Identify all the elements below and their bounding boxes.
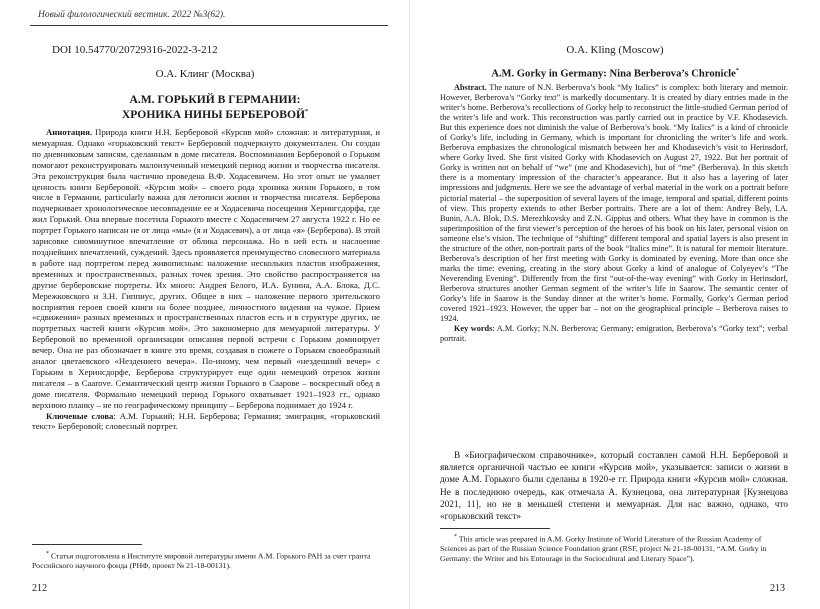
footnote-mark: *	[46, 551, 49, 557]
annotation-text: Природа книги Н.Н. Берберовой «Курсив мой» сложная: и литературная, и мемуарная. Однако «горьковский текст» Берберовой подчеркнуто документален. Он создан по дневниковым записям, сделанным в доме писателя. Воспоминания Берберовой о Горьком помогают реконструировать малоизученный немецкий период жизни и творчества писателя. Эта реконструкция была частично проведена В.Ф. Ходасевичем. Но этот опыт не умаляет ценность книги Берберовой. «Курсив мой» – своего рода хроника жизни Горького, в том числе в Германии, particularly важна для летописи жизни и творчества писателя. Берберова подчеркивает хронологическое несовпадение ее и Ходасевича посещения Херингсдорфа, где жил Горький. Она впервые посетила Горького вместе с Ходасевичем 27 августа 1922 г. Но ее портрет Горького написан не от лица «мы» (я и Ходасевич), а от лица «я» (Берберова). В этой зарисовке сиюминутное впечатление от облика персонажа. Но в ней есть и наслоение позднейших впечатлений, суждений. Здесь проявляется преимущество словесного материала в работе над портретом перед живописным: наложение нескольких пластов изображения, временных и пространственных, разных точек зрения. Это свойство распространяется на другие берберовские портреты. Их много: Андрея Белого, И.А. Бунина, А.А. Блока, Д.С. Мережковского и З.Н. Гиппиус, других. Общее в них – наложение первого зрительского восприятия героев своей книги на более позднее, личностного видения на чужое. Прием «сдвижения» разных временных и пространственных пластов есть и в структуре других, не портретных частей книги «Курсив мой». Это закономерно для мемуарной литературы. У Берберовой во временной организации описания первой встречи с Горьким доминирует вечер. Она не раз обозначает в книге это время, создавая в сюжете о Горьком своеобразный аналог цветаевского «Незденнего вечера». По-иному, чем первый «нездешний вечер» с Горьким в Херинсдорфе, Берберова структурирует еще один немецкий отрезок жизни писателя – в Сааrove. Семантический центр жизни Горького в Саарове – воскресный обед в доме писателя. Формально немецкий период Горького охватывает 1921–1923 гг., однако верхнюю планку – не по географическому принципу – Берберова поднимает до 1924 г.	[32, 127, 380, 410]
page-number-left: 212	[32, 583, 47, 594]
keywords-text: : А.М. Горький; Н.Н. Берберова; Германия; эмиграция, «горьковский текст» Берберовой; словесный портрет.	[32, 410, 380, 432]
keywords-en-paragraph	[440, 324, 788, 344]
main-text-paragraph: В «Биографическом справочнике», который составлен самой Н.Н. Берберовой и является органичной частью ее книги «Курсив мой», указывается: записи о жизни в доме А.М. Горького были сделаны в 1920-е гг. Природа книги «Курсив мой» сложная. Не в последнюю очередь, как отмечала А. Кузнецова, она литературная [Кузнецова 2021, 11], но не в меньшей степени и мемуарная. Для нас важно, однако, что «горьковский текст»	[440, 451, 788, 523]
header-rule	[30, 25, 388, 26]
keywords-en-text: : A.M. Gorky; N.N. Berberova; Germany; emigration, Berberova’s “Gorky text”; verbal portrait.	[440, 324, 789, 344]
annotation-block	[32, 127, 380, 432]
title-line-2-text: ХРОНИКА НИНЫ БЕРБЕРОВОЙ	[121, 107, 306, 121]
keywords-paragraph	[32, 411, 380, 433]
footnote-text: Статья подготовлена в Институте мировой литературы имени А.М. Горького РАН за счет гранта Российского научного фонда (РНФ, проект № 21-18-00131).	[32, 551, 371, 570]
footnote-en-mark: *	[454, 534, 457, 540]
article-title-ru	[60, 93, 370, 121]
page-number-right: 213	[770, 583, 785, 594]
footnote-ru	[32, 550, 380, 570]
title-footnote-mark: *	[305, 109, 309, 115]
title-line-1: А.М. ГОРЬКИЙ В ГЕРМАНИИ:	[129, 93, 301, 106]
right-page	[410, 0, 820, 609]
footnote-en-text: This article was prepared in A.M. Gorky Institute of World Literature of the Russian Academy of Sciences as part of the Russian Science Foundation grant (RSF, project № 21-18-00131, “A.M. Gorky in Germany: the Writer and his Entourage in the Sociocultural and Literary Space”).	[440, 534, 767, 564]
footnote-en	[440, 533, 788, 564]
doi: DOI 10.54770/20729316-2022-3-212	[52, 44, 218, 56]
annotation-label: Аннотация.	[46, 127, 93, 137]
keywords-label: Ключевые слова	[46, 410, 114, 421]
abstract-block	[440, 83, 788, 344]
keywords-en-label: Key words	[454, 324, 493, 334]
footnote-rule	[32, 544, 142, 545]
running-header: Новый филологический вестник. 2022 №3(62).	[38, 10, 226, 20]
author-en: O.A. Kling (Moscow)	[566, 44, 664, 56]
title-en-footnote-mark: *	[735, 68, 739, 74]
abstract-text: The nature of N.N. Berberova’s book “My Italics” is complex: both literary and memoir. However, Berberova’s “Gorky text” is markedly documentary. It is created by diary entries made in the writer’s home. Berberova’s recollections of Gorky help to reconstruct the little-studied German period of the writer’s life and work. This reconstruction was partly carried out in practice by V.F. Khodasevich. But this experience does not diminish the value of Berberova’s book. “My Italics” is a kind of chronicle of Gorky’s life, including in Germany, which is important for chronicling the writer’s life and work. Berberova emphasizes the chronological mismatch between her and Khodasevich’s visit to Herinsdorf, where Gorky lived. She first visited Gorky with Khodasevich on August 27, 1922. But her portrait of Gorky is written not on behalf of “we” (me and Khodasevich), but of “me” (Berberova). In this sketch there is a momentary impression of the character’s appearance. But it also has a layering of later impressions and judgments. Here we see the advantage of verbal material in the work on a portrait before pictorial material – the superposition of several layers of the image, temporal and spatial, different points of view. This property extends to other Berber portraits. There are a lot of them: Andrey Bely, I.A. Bunin, A.A. Blok, D.S. Merezhkovsky and Z.N. Gippius and others. What they have in common is the superimposition of the first viewer’s perception of the heroes of his book on his later, personal vision on someone else’s vision. The technique of “shifting” different temporal and spatial layers is also present in the structure of the other, non-portrait parts of the book “Italics mine”. It is natural for memoir literature. Berberova’s description of her first meeting with Gorky is dominated by evening. More than once she marks the time: evening, creating in the story about Gorky a kind of analogue of Colyeyev’s “The Neverending Evening”. Differently from the first “out-of-the-way evening” with Gorky in Herinsdorf, Berberova structures another German segment of the writer’s life in Saarow. The semantic center of Gorky’s life in Saarow is the Sunday dinner at the writer’s home. Formally, Gorky’s German period covered 1921–1923. However, the upper bar – not on the geographical principle – Berberova raises to 1924.	[440, 83, 788, 324]
annotation-paragraph	[32, 127, 380, 411]
main-text	[440, 450, 788, 523]
title-line-2	[60, 106, 370, 121]
footnote-rule-right	[440, 528, 550, 529]
title-en-text: A.M. Gorky in Germany: Nina Berberova’s Chronicle	[491, 68, 736, 80]
abstract-label: Abstract.	[454, 83, 487, 92]
article-title-en	[410, 68, 820, 80]
abstract-paragraph	[440, 83, 788, 324]
author-ru: О.А. Клинг (Москва)	[155, 68, 255, 80]
